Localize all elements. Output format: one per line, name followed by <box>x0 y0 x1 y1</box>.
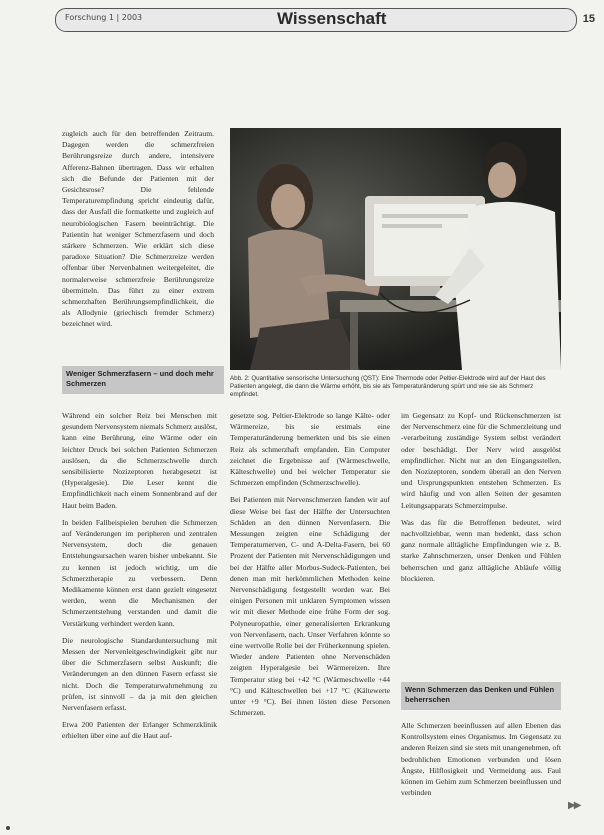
paragraph: Bei Patienten mit Nervenschmerzen fanden wir auf diese Weise bei fast der Hälfte der Untersuchten Schäden an den dünnen Nervenfasern. Die Messungen zeigten eine Schädigung der Temperaturnerven, C- und A-Delta-Fasern, bei 60 Prozent der Patienten mit Nervenschädigungen und bei der Hälfte aller Morbus-Sudeck-Patienten, bei denen man mit herkömmlichen Methoden keine Nervenschädigung festgestellt worden war. Bei einigen Personen mit unklaren Symptomen wissen wir mit dieser Methode eine frühe Form der sog. Polyneuropathie, einer generalisierten Erkrankung von Nervenfasern, nach. Unser Verfahren könnte so eine wertvolle Rolle bei der Früherkennung spielen. Wieder andere Patienten ohne Nervenschäden zeigten Hyperalgesie bei Wärmereizen. Ihre Temperatur stieg bei +42 °C (Wärmeschwelle +44 °C) und Kälteschwellen bei +17 °C (Kältewerte unter +9 °C). Bei ihnen lösten diese Personen Schmerzen. <box>230 495 390 718</box>
figure-caption: Abb. 2: Quantitative sensorische Untersuchung (QST): Eine Thermode oder Peltier-Elektrode wird auf der Haut des Patienten angelegt, die dann die Wärme erhöht, bis sie als Temperaturänderung spürt und wie sie als Schmerz empfindet. <box>230 375 546 398</box>
text-column-1 <box>62 410 217 810</box>
scan-dot <box>6 826 10 830</box>
paragraph: Alle Schmerzen beeinflussen auf allen Ebenen das Kontrollsystem eines Organismus. Im Gegensatz zu anderen Reizen sind sie stets mit unangenehmen, oft bedrohlichen Emotionen verbunden und lösen Ängste, Hilflosigkeit und Vermeidung aus. Faul können im Gehirn zum Schmerzen beeinflussen und verbinden <box>401 721 561 798</box>
paragraph: Während ein solcher Reiz bei Menschen mit gesundem Nervensystem niemals Schmerz auslöst, kann eine Berührung, eine Wärme oder ein leichter Druck bei solchen Patienten Schmerzen auslösen, da die Schmerzschwelle durch sensibilisierte Nozizeptoren herabgesetzt ist (Hyperalgesie). Die Leser kennt die Empfindlichkeit nach einem Sonnenbrand auf der Haut beim Baden. <box>62 411 217 510</box>
paragraph: Was das für die Betroffenen bedeutet, wird nachvollziehbar, wenn man bedenkt, dass schon ganz normale alltägliche Empfindungen wie z. B. starke Zahnschmerzen, unser Denken und Fühlen beherrschen und ganz alltägliche Abläufe völlig blockieren. <box>401 517 561 583</box>
paragraph: In beiden Fallbeispielen beruhen die Schmerzen auf Veränderungen im peripheren und zentralen Nervensystem, doch die genauen Entstehungsursachen waren bisher unbekannt. Sie zu kennen ist jedoch wichtig, um die Schmerztherapie zu verbessern. Denn Medikamente können erst dann gezielt eingesetzt werden, wenn die Mechanismen der Schmerzentstehung verstanden und damit die Verstärkung verhindert werden kann. <box>62 517 217 628</box>
double-triangle-right-icon: ▶▶ <box>568 800 580 811</box>
page-number: 15 <box>582 13 595 25</box>
paragraph: im Gegensatz zu Kopf- und Rückenschmerzen ist der Nervenschmerz eine für die Schmerzleitung und -verarbeitung zuständige System selbst verändert oder beschädigt. Der Nerv wird ausgelöst empfindlicher. Nicht nur an den Eingangsstellen, den Nozizeptoren, sondern überall an den Nerven und Ursprungspunkten entstehen Schmerzen. Es wird häufig und von allen Seiten der gesamten Leitungsapparats Schmerzimpulse. <box>401 411 561 510</box>
text-column-3-continued <box>401 720 561 812</box>
section-title: Wissenschaft <box>277 9 387 28</box>
paragraph: gesetzte sog. Peltier-Elektrode so lange Kälte- oder Wärmereize, bis sie erstmals eine Temperaturänderung bemerkten und bis sie einen Reiz als schmerzhaft empfanden. Ein Computer zeichnet die Ergebnisse auf (Wärmeschwelle, Kälteschwelle) und bei welcher Temperatur sie Schmerzen empfinden (Schmerzschwelle). <box>230 411 390 488</box>
article-photo <box>230 128 561 370</box>
page-header <box>55 8 599 32</box>
text-column-3 <box>401 410 561 642</box>
subheading-pain-dominates: Wenn Schmerzen das Denken und Fühlen beherrschen <box>401 682 561 710</box>
paragraph: Die neurologische Standarduntersuchung mit Messen der Nervenleitgeschwindigkeit gibt nur über die Schmerzfasern selbst Auskunft; die Veränderungen an den dünnen Fasern erfasst sie nicht. Doch die Temperaturwahrnehmung zu prüfen, ist sinnvoll – da ja mit den gleichen Nervenfasern erfasst. <box>62 635 217 713</box>
intro-column <box>62 128 214 336</box>
paragraph: Etwa 200 Patienten der Erlanger Schmerzklinik erhielten über eine auf die Haut auf- <box>62 720 217 741</box>
paragraph: zugleich auch für den betreffenden Zeitraum. Dagegen werden die schmerzfreien Berührungsreize durch andere, intensivere Afferenz-Bahnen übertragen. Dass wir erhalten sich die Befunde der Patienten mit der Gesichtsrose? Die fehlende Temperaturempfindung spricht eindeutig dafür, dass der Ausfall die formatkette und zugleich auf neurobiologischen Fasern beeinträchtigt. Die Patientin hat weniger Schmerzfasern und doch stärkere Schmerzen. Wie erklärt sich diese paradoxe Situation? Die Schmerzreize werden offenbar über Nervenbahnen weitergeleitet, die normalerweise schmerzfreie Berührungsreize übermitteln. Das führt zu einer extrem schmerzhaften Berührungsempfindlichkeit, die als Allodynie (griechisch fremder Schmerz) bezeichnet wird. <box>62 129 214 329</box>
subheading-fewer-fibers: Weniger Schmerzfasern – und doch mehr Schmerzen <box>62 366 224 394</box>
header-issue-label: Forschung 1 | 2003 <box>65 13 143 22</box>
text-column-2 <box>230 410 390 810</box>
photo-illustration <box>230 128 561 370</box>
